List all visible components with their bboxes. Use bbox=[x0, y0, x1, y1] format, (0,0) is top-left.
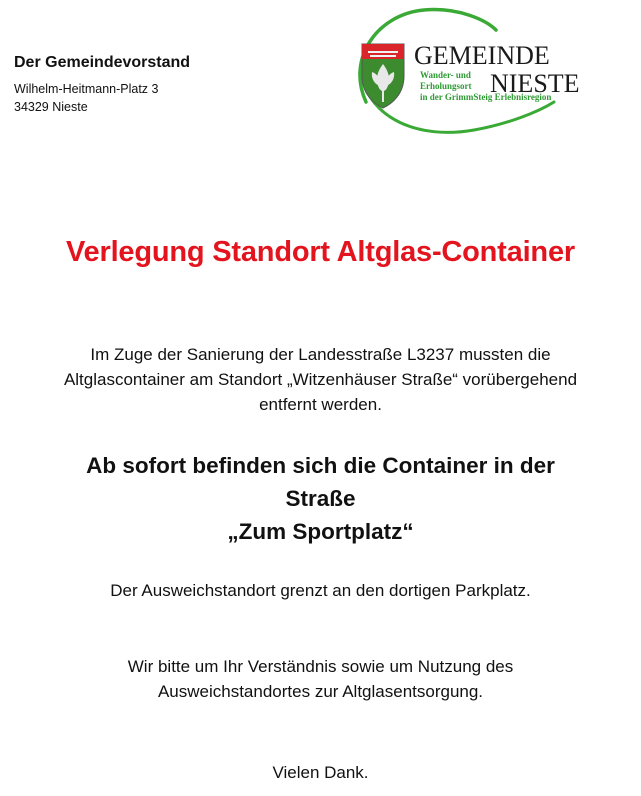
emphasis-line: Straße bbox=[285, 486, 356, 511]
closing-thanks: Vielen Dank. bbox=[272, 763, 369, 782]
coat-of-arms-icon bbox=[362, 44, 404, 108]
logo-tagline-2: Erholungsort bbox=[420, 81, 472, 91]
emphasis-line: „Zum Sportplatz“ bbox=[227, 519, 414, 544]
municipality-logo bbox=[348, 6, 608, 138]
alternative-location-note: Der Ausweichstandort grenzt an den dortigen Parkplatz. bbox=[110, 581, 531, 600]
request-line: Ausweichstandortes zur Altglasentsorgung. bbox=[157, 682, 484, 701]
logo-word-nieste: NIESTE bbox=[490, 69, 580, 98]
request-line: Wir bitte um Ihr Verständnis sowie um Nutzung des bbox=[127, 657, 514, 676]
sender-street: Wilhelm-Heitmann-Platz 3 bbox=[14, 82, 159, 96]
emphasis-line: Ab sofort befinden sich die Container in der bbox=[86, 453, 555, 478]
sender-city: 34329 Nieste bbox=[14, 100, 88, 114]
logo-word-gemeinde: GEMEINDE bbox=[414, 41, 550, 70]
request-paragraph bbox=[0, 654, 641, 704]
logo-graphic bbox=[348, 6, 608, 138]
logo-tagline-3: in der GrimmSteig Erlebnisregion bbox=[420, 92, 552, 102]
intro-paragraph bbox=[0, 342, 641, 417]
notice-headline: Verlegung Standort Altglas-Container bbox=[66, 236, 575, 268]
intro-line: entfernt werden. bbox=[259, 395, 382, 414]
sender-block bbox=[14, 54, 190, 116]
intro-line: Im Zuge der Sanierung der Landesstraße L3237 mussten die bbox=[90, 345, 551, 364]
logo-tagline-1: Wander- und bbox=[420, 70, 471, 80]
intro-line: Altglascontainer am Standort „Witzenhäuser Straße“ vorübergehend bbox=[63, 370, 578, 389]
sender-name: Der Gemeindevorstand bbox=[14, 54, 191, 71]
new-location-notice bbox=[0, 449, 641, 548]
